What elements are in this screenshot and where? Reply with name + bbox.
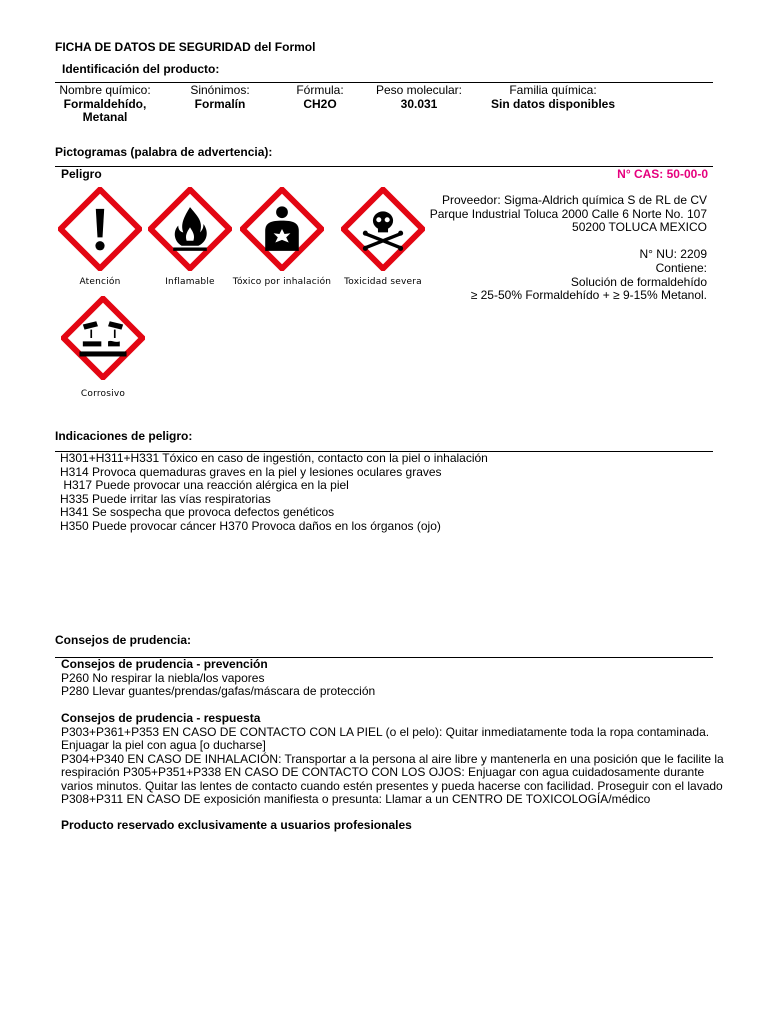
flame-icon [148,187,232,271]
supplier-info [400,194,707,303]
hazard-statement: H335 Puede irritar las vías respiratorias [60,491,271,506]
column-label: Nombre químico: [59,83,151,97]
corrosion-icon [61,296,145,380]
hazard-statements [60,452,488,533]
precaution-statement: varios minutos. Quitar las lentes de contacto cuando estén presentes y pueda hacerse con facilidad. Proseguir con el lavado [61,778,723,793]
precaution-statement: respiración P305+P351+P338 EN CASO DE CONTACTO CON LOS OJOS: Enjuagar con agua cuidadosamente durante [61,765,705,779]
column-value: 30.031 [400,96,438,111]
prevention-block [61,658,375,699]
contains-label: Contiene: [655,260,707,275]
column-value: CH2O [303,96,337,111]
identification-heading: Identificación del producto: [62,62,220,76]
column-molecular-weight [369,84,469,111]
pictogram-label: Toxicidad severa [344,277,422,287]
hazard-statement: H317 Puede provocar una reacción alérgica en la piel [60,478,349,492]
health-hazard-icon [240,187,324,271]
signal-word: Peligro [61,167,102,181]
professional-use-note: Producto reservado exclusivamente a usuarios profesionales [61,818,412,832]
hazard-statement: H341 Se sospecha que provoca defectos genéticos [60,505,335,519]
column-synonyms [170,84,270,111]
hazard-statement: H301+H311+H331 Tóxico en caso de ingestión, contacto con la piel o inhalación [60,451,488,465]
column-label: Peso molecular: [375,83,463,97]
column-chemical-name [55,84,155,125]
pictograms-rule [55,166,713,167]
hazards-heading: Indicaciones de peligro: [55,429,193,443]
pictogram-label: Inflamable [165,277,215,287]
precaution-statement: P260 No respirar la niebla/los vapores [61,670,265,685]
column-value: Formalín [194,96,246,111]
precaution-statement: Enjuagar la piel con agua [o ducharse] [61,738,266,752]
response-heading: Consejos de prudencia - respuesta [61,711,261,725]
pictogram-label: Corrosivo [80,389,126,399]
precaution-statement: P308+P311 EN CASO DE exposición manifiesta o presunta: Llamar a un CENTRO DE TOXICOLOGÍA/médico [61,792,651,806]
cas-number: N° CAS: 50-00-0 [617,167,708,181]
hazard-statement: H350 Puede provocar cáncer H370 Provoca daños en los órganos (ojo) [60,518,441,533]
pictograms-heading: Pictogramas (palabra de advertencia): [55,145,273,159]
column-value: Sin datos disponibles [490,96,615,111]
precaution-statement: P280 Llevar guantes/prendas/gafas/máscara de protección [61,684,376,698]
pictogram-label: Tóxico por inhalación [232,277,332,287]
pictogram-label: Atención [79,277,121,287]
column-label: Sinónimos: [190,83,250,97]
column-formula [270,84,370,111]
supplier-line: Proveedor: Sigma-Aldrich química S de RL de CV [441,193,707,207]
precautions-heading: Consejos de prudencia: [55,633,192,647]
column-label: Fórmula: [296,83,344,97]
supplier-line: Parque Industrial Toluca 2000 Calle 6 Norte No. 107 [429,206,707,221]
prevention-heading: Consejos de prudencia - prevención [61,657,268,671]
column-value: Formaldehído, [63,96,147,111]
solution-text: Solución de formaldehído [570,274,707,289]
precaution-statement: P304+P340 EN CASO DE INHALACIÓN: Transportar a la persona al aire libre y mantenerla en una posición que le facilite la [61,751,724,766]
composition-text: ≥ 25-50% Formaldehído + ≥ 9-15% Metanol. [470,288,707,303]
column-chemical-family [488,84,618,111]
supplier-line: 50200 TOLUCA MEXICO [572,220,707,235]
column-value: Metanal [82,110,128,124]
un-number: N° NU: 2209 [639,247,707,262]
document-title: FICHA DE DATOS DE SEGURIDAD del Formol [55,40,316,54]
response-block [61,712,724,807]
precaution-statement: P303+P361+P353 EN CASO DE CONTACTO CON LA PIEL (o el pelo): Quitar inmediatamente toda la ropa contaminada. [61,724,710,739]
hazard-statement: H314 Provoca quemaduras graves en la piel y lesiones oculares graves [60,464,442,479]
exclamation-mark-icon [58,187,142,271]
column-label: Familia química: [509,83,597,97]
